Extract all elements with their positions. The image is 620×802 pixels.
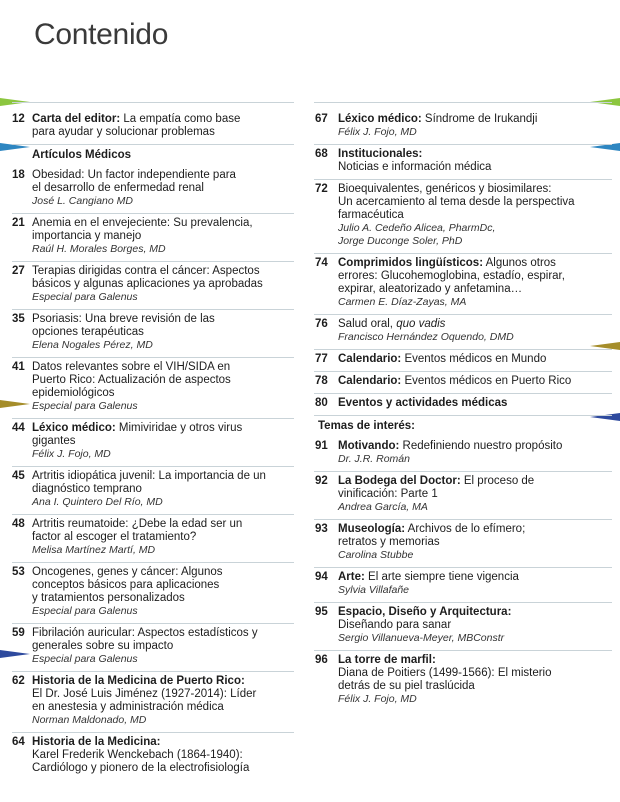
toc-entry[interactable]: 41 Datos relevantes sobre el VIH/SIDA en Puerto Rico: Actualización de aspectos epidemiológicos Especial para Galenus (12, 361, 231, 412)
toc-entry[interactable]: 21 Anemia en el envejeciente: Su prevalencia, importancia y manejo Raúl H. Morales Borges, MD (12, 217, 253, 255)
toc-entry[interactable]: 76 Salud oral, quo vadis Francisco Hernández Oquendo, DMD (315, 318, 514, 343)
toc-entry[interactable]: 96 La torre de marfil: Diana de Poitiers (1499-1566): El misterio detrás de su piel traslúcida Félix J. Fojo, MD (315, 654, 552, 705)
toc-entry[interactable]: 48 Artritis reumatoide: ¿Debe la edad ser un factor al escoger el tratamiento? Melisa Martínez Martí, MD (12, 518, 243, 556)
toc-left-column (0, 102, 300, 780)
toc-right-column (310, 102, 620, 711)
toc-entry[interactable]: 92 La Bodega del Doctor: El proceso de vinificación: Parte 1 Andrea García, MA (315, 475, 535, 513)
toc-entry[interactable]: 77 Calendario: Eventos médicos en Mundo (315, 353, 547, 365)
toc-entry[interactable]: 64 Historia de la Medicina: Karel Frederik Wenckebach (1864-1940): Cardiólogo y pionero de la electrofisiología (12, 736, 250, 774)
page-title: Contenido (34, 18, 169, 51)
toc-entry[interactable]: 94 Arte: El arte siempre tiene vigencia Sylvia Villafañe (315, 571, 519, 596)
toc-entry[interactable]: 93 Museología: Archivos de lo efímero; retratos y memorias Carolina Stubbe (315, 523, 526, 561)
toc-entry[interactable]: 18 Obesidad: Un factor independiente para el desarrollo de enfermedad renal José L. Cangiano MD (12, 169, 236, 207)
toc-entry[interactable]: 44 Léxico médico: Mimiviridae y otros virus gigantes Félix J. Fojo, MD (12, 422, 243, 460)
toc-entry[interactable]: 91 Motivando: Redefiniendo nuestro propósito Dr. J.R. Román (315, 440, 563, 465)
section-heading: Temas de interés: (318, 420, 415, 432)
toc-entry[interactable]: 35 Psoriasis: Una breve revisión de las opciones terapéuticas Elena Nogales Pérez, MD (12, 313, 215, 351)
toc-entry[interactable]: 74 Comprimidos lingüísticos: Algunos otros errores: Glucohemoglobina, estadío, espirar, expirar, aleatorizado y anfetamina… Carmen E. Díaz-Zayas, MA (315, 257, 565, 308)
toc-entry[interactable]: 53 Oncogenes, genes y cáncer: Algunos conceptos básicos para aplicaciones y tratamientos personalizados Especial para Galenus (12, 566, 223, 617)
toc-entry[interactable]: 68 Institucionales: Noticias e información médica (315, 148, 492, 173)
toc-entry[interactable]: 12 Carta del editor: La empatía como base para ayudar y solucionar problemas (12, 113, 241, 138)
toc-entry[interactable]: 72 Bioequivalentes, genéricos y biosimilares: Un acercamiento al tema desde la perspectiva farmacéutica Julio A. Cedeño Alicea, PharmDc, Jorge Duconge Soler, PhD (315, 183, 575, 247)
toc-entry[interactable]: 45 Artritis idiopática juvenil: La importancia de un diagnóstico temprano Ana I. Quintero Del Río, MD (12, 470, 266, 508)
toc-entry[interactable]: 27 Terapias dirigidas contra el cáncer: Aspectos básicos y algunas aplicaciones ya aprobadas Especial para Galenus (12, 265, 263, 303)
toc-entry[interactable]: 78 Calendario: Eventos médicos en Puerto Rico (315, 375, 572, 387)
toc-entry[interactable]: 59 Fibrilación auricular: Aspectos estadísticos y generales sobre su impacto Especial para Galenus (12, 627, 258, 665)
toc-entry[interactable]: 95 Espacio, Diseño y Arquitectura: Diseñando para sanar Sergio Villanueva-Meyer, MBConstr (315, 606, 512, 644)
section-heading: Artículos Médicos (32, 149, 132, 161)
toc-entry[interactable]: 67 Léxico médico: Síndrome de Irukandji Félix J. Fojo, MD (315, 113, 538, 138)
toc-entry[interactable]: 80 Eventos y actividades médicas (315, 397, 508, 409)
toc-entry[interactable]: 62 Historia de la Medicina de Puerto Rico: El Dr. José Luis Jiménez (1927-2014): Líder en anestesia y administración médica Norman Maldonado, MD (12, 675, 257, 726)
